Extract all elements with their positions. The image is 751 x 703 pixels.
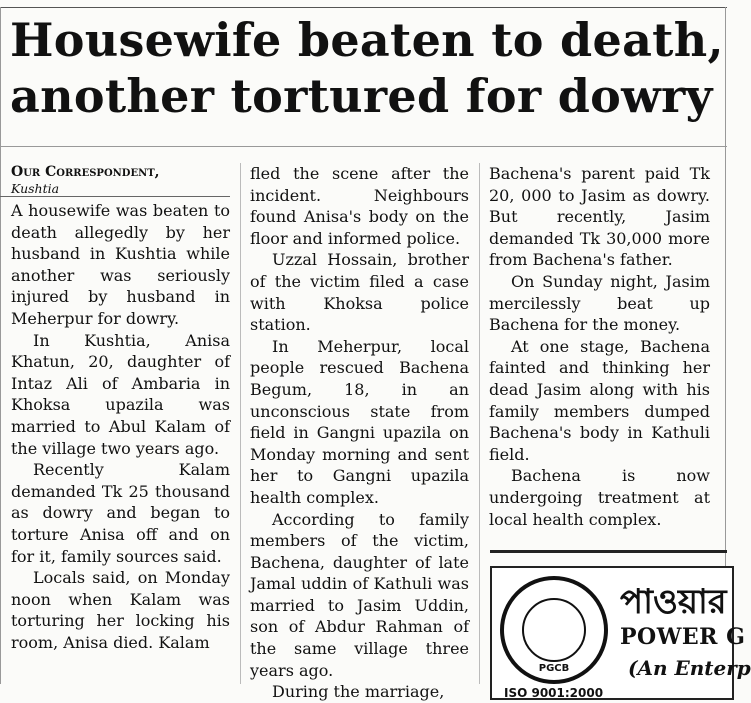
article-column-2 — [250, 163, 469, 703]
paragraph: Bachena is now undergoing treatment at local health complex. — [489, 466, 710, 529]
paragraph: During the marriage, — [272, 682, 445, 702]
article-column-1 — [11, 163, 230, 653]
byline: Our Correspondent, — [11, 164, 160, 180]
headline-line-2: another tortured for dowry — [10, 69, 713, 123]
paragraph: According to family members of the victim, Bachena, daughter of late Jamal uddin of Kathuli was married to Jasim Uddin, son of Abdur Rahman of the same village three years ago. — [250, 509, 469, 680]
advert-iso: ISO 9001:2000 — [504, 686, 604, 700]
left-border — [0, 7, 1, 684]
paragraph: Recently Kalam demanded Tk 25 thousand as dowry and began to torture Anisa off and on for it, family sources said. — [11, 460, 230, 566]
column-divider — [479, 163, 480, 684]
paragraph: On Sunday night, Jasim mercilessly beat up Bachena for the money. — [489, 271, 710, 335]
top-border — [0, 7, 727, 8]
paragraph: A housewife was beaten to death allegedly by her husband in Kushtia while another was seriously injured by husband in Meherpur for dowry. — [11, 201, 230, 328]
paragraph: Bachena's parent paid Tk 20, 000 to Jasim as dowry. But recently, Jasim demanded Tk 30,000 more from Bachena's father. — [489, 164, 710, 270]
advertisement[interactable] — [490, 566, 751, 700]
pylon-icon — [522, 598, 586, 662]
advert-english-name: POWER G — [620, 624, 746, 650]
paragraph: Locals said, on Monday noon when Kalam was torturing her locking his room, Anisa died. Kalam — [11, 568, 230, 652]
headline-divider — [0, 146, 727, 147]
article-column-3 — [489, 163, 710, 530]
paragraph: fled the scene after the incident. Neighbours found Anisa's body on the floor and informed police. — [250, 164, 469, 248]
column-divider — [240, 163, 241, 684]
dateline: Kushtia — [11, 181, 60, 196]
advert-subtitle: (An Enterp — [628, 656, 751, 680]
paragraph: In Kushtia, Anisa Khatun, 20, daughter of Intaz Ali of Ambaria in Khoksa upazila was married to Abul Kalam of the village two years ago. — [11, 330, 230, 458]
advert-divider — [490, 550, 727, 553]
byline-divider — [0, 196, 230, 197]
headline-line-1: Housewife beaten to death, — [10, 13, 724, 67]
pgcb-seal-logo — [500, 576, 608, 684]
advert-bengali-name: পাওয়ার — [620, 582, 727, 622]
paragraph: At one stage, Bachena fainted and thinking her dead Jasim along with his family members dumped Bachena's body in Kathuli field. — [489, 336, 710, 464]
paragraph: In Meherpur, local people rescued Bachena Begum, 18, in an unconscious state from field in Gangni upazila on Monday morning and sent her to Gangni upazila health complex. — [250, 336, 469, 507]
paragraph: Uzzal Hossain, brother of the victim filed a case with Khoksa police station. — [250, 250, 469, 335]
headline — [10, 12, 724, 124]
seal-text: PGCB — [538, 663, 570, 674]
